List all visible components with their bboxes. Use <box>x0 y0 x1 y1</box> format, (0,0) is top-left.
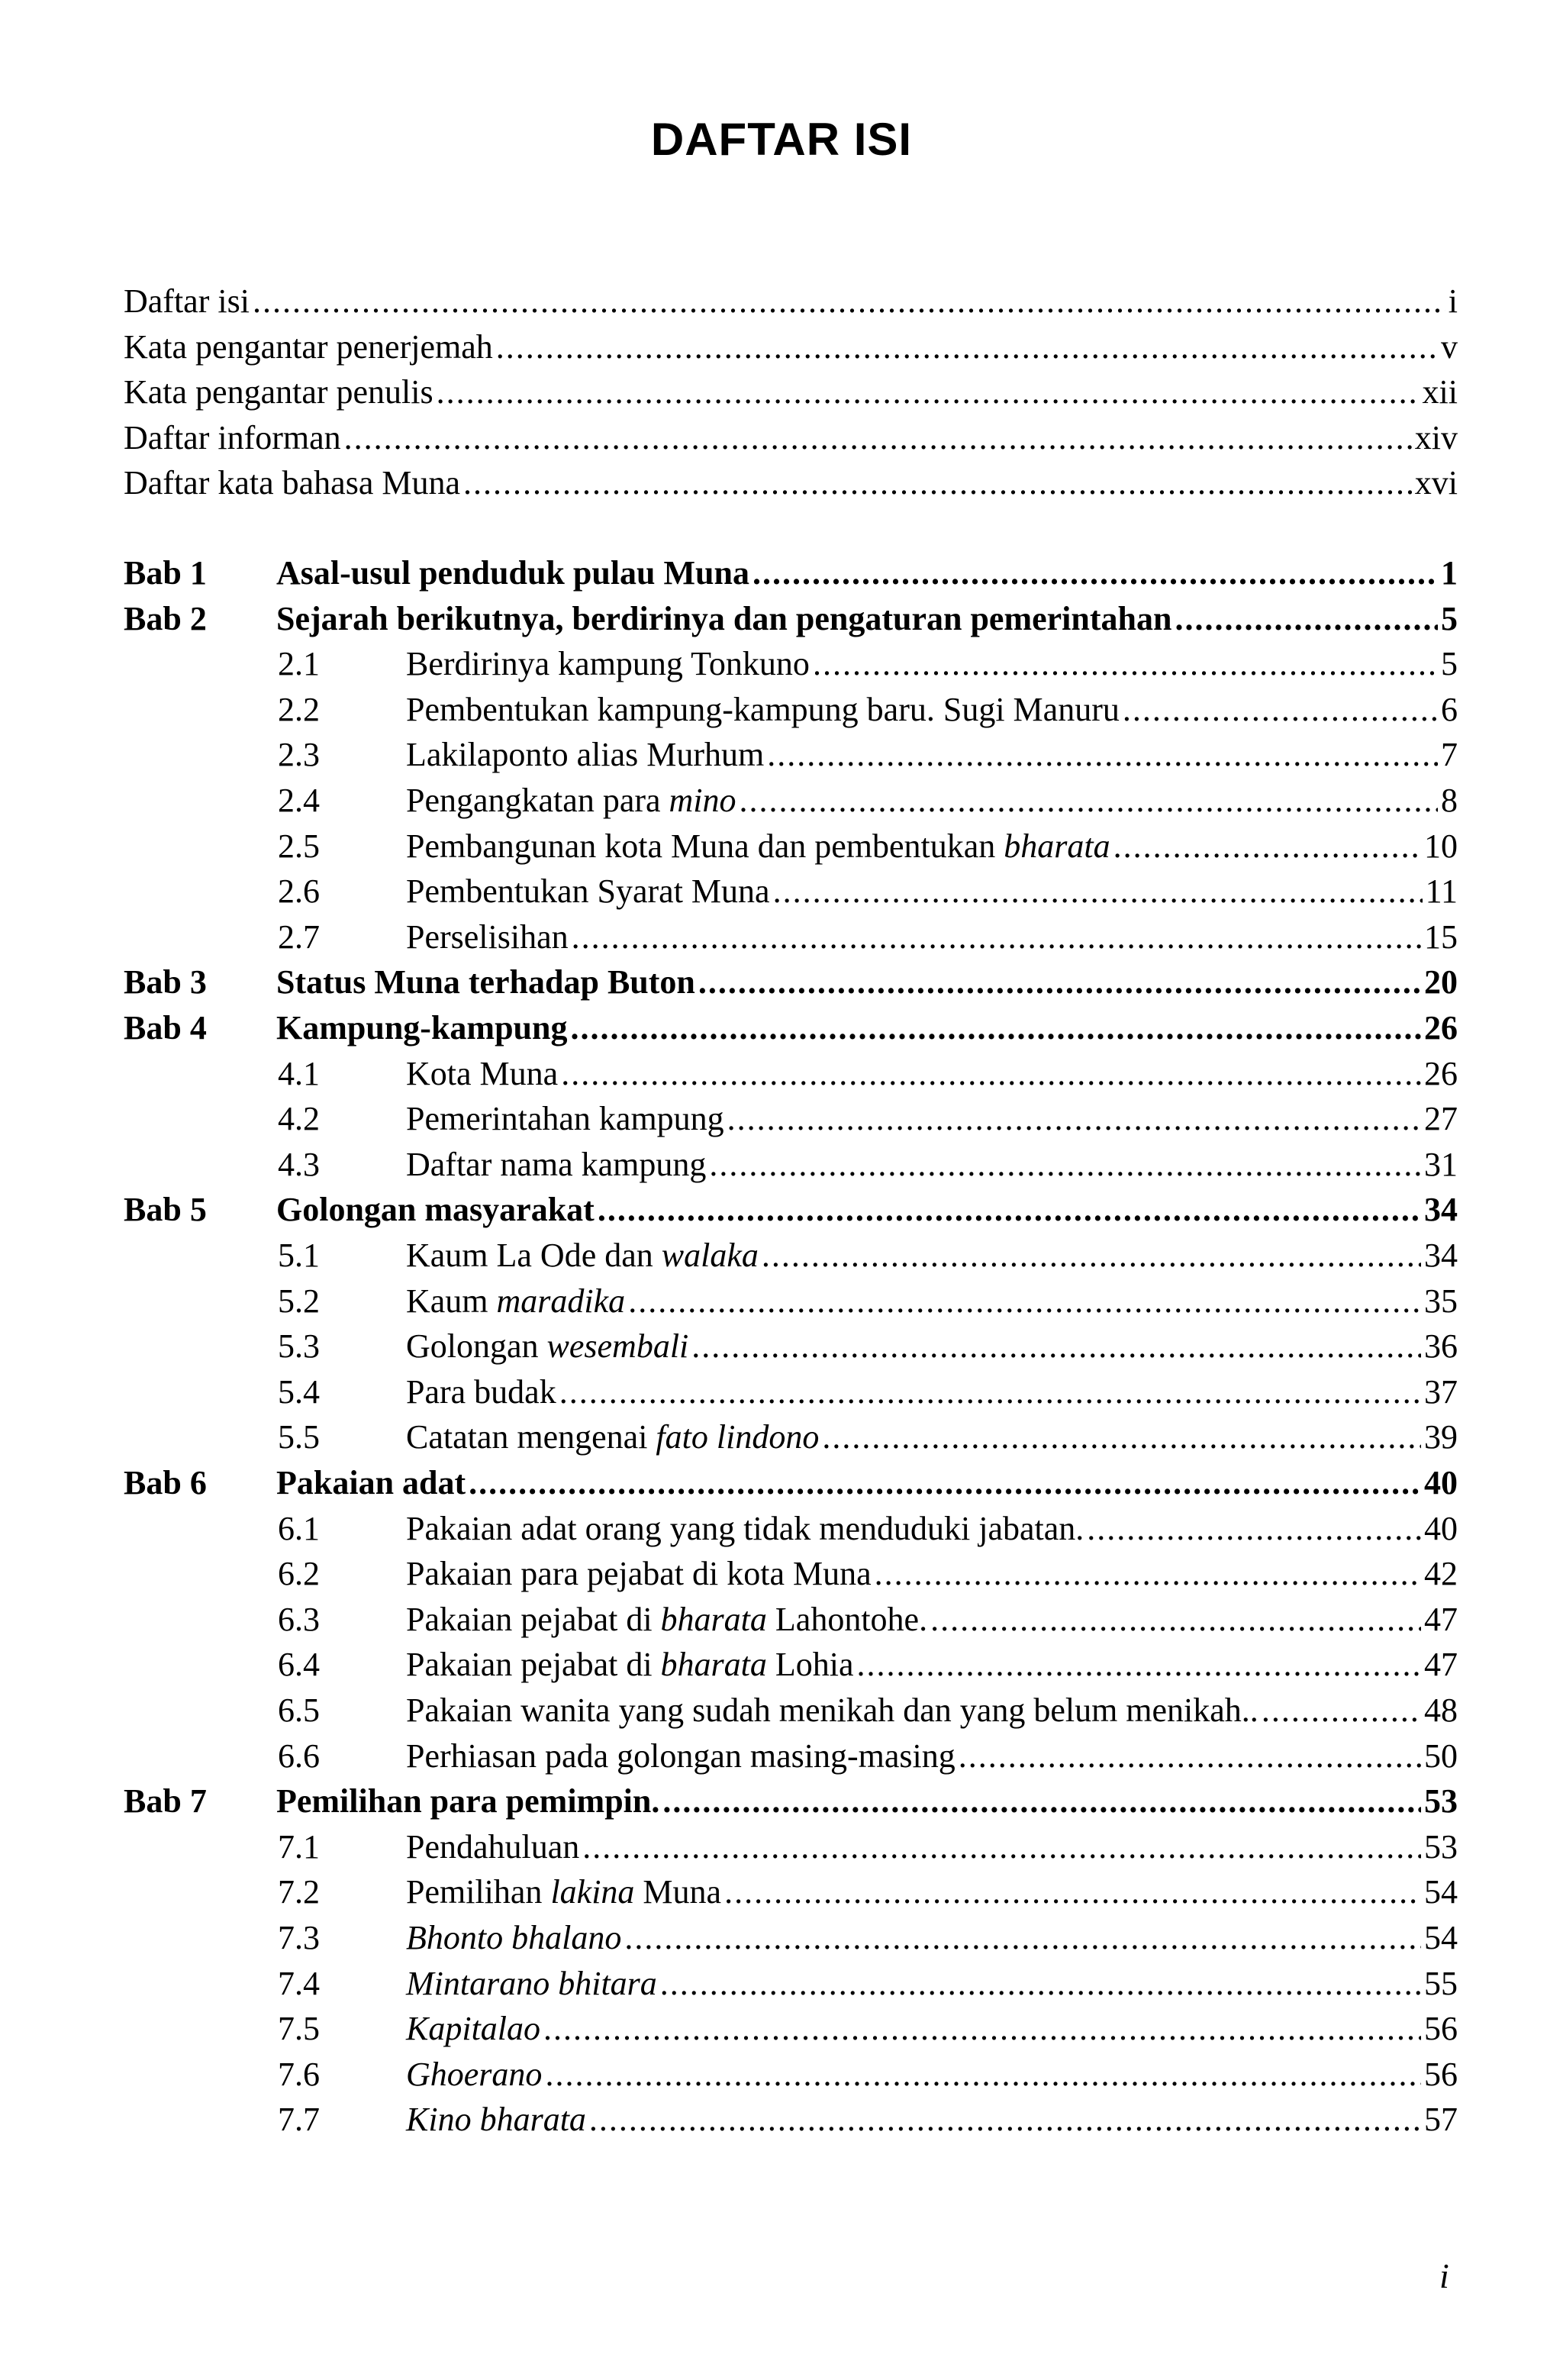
dot-leader <box>253 281 1445 322</box>
dot-leader <box>752 553 1438 594</box>
chapter-number: Bab 6 <box>124 1464 207 1501</box>
section-title: Pakaian wanita yang sudah menikah dan yang belum menikah.. <box>406 1691 1258 1729</box>
chapter-number: Bab 7 <box>124 1782 207 1820</box>
section-title: Pembentukan Syarat Muna <box>406 872 770 911</box>
section-number: 7.1 <box>278 1827 320 1866</box>
section-number: 6.1 <box>278 1509 320 1547</box>
page-ref: 54 <box>1424 1919 1458 1956</box>
section-number: 5.4 <box>278 1372 320 1411</box>
page-ref: 8 <box>1441 782 1458 819</box>
toc-front-entry <box>124 276 1458 322</box>
section-number: 2.7 <box>278 917 320 956</box>
toc-entry-label: Kata pengantar penulis <box>124 373 433 411</box>
section-number: 6.6 <box>278 1737 320 1775</box>
page-title: DAFTAR ISI <box>650 114 913 165</box>
section-title: Para budak <box>406 1372 556 1411</box>
section-title: Perhiasan pada golongan masing-masing <box>406 1737 956 1775</box>
toc-front-entry <box>124 458 1458 504</box>
page-ref: 40 <box>1424 1509 1458 1547</box>
toc-section-entry <box>406 2049 1458 2095</box>
dot-leader <box>1123 689 1438 730</box>
toc-section-entry <box>406 1549 1458 1595</box>
dot-leader <box>572 917 1421 958</box>
toc-chapter-entry <box>276 548 1458 594</box>
toc-section-entry <box>406 1276 1458 1322</box>
section-number: 7.6 <box>278 2055 320 2093</box>
dot-leader <box>727 1098 1421 1140</box>
page-ref: 10 <box>1424 827 1458 865</box>
dot-leader <box>624 1917 1421 1959</box>
section-number: 6.4 <box>278 1646 320 1684</box>
page-ref: 26 <box>1424 1009 1458 1046</box>
dot-leader <box>959 1736 1421 1777</box>
toc-section-entry <box>406 866 1458 912</box>
section-title <box>406 2054 542 2095</box>
page-ref: 53 <box>1424 1782 1458 1820</box>
page-ref: 37 <box>1424 1372 1458 1411</box>
dot-leader <box>559 1372 1421 1413</box>
toc-section-entry <box>406 730 1458 776</box>
toc-section-entry <box>406 1867 1458 1913</box>
title-text: Pakaian pejabat di <box>406 1646 661 1684</box>
toc-chapter-entry <box>276 1003 1458 1049</box>
toc-section-entry <box>406 1504 1458 1550</box>
section-number: 2.5 <box>278 827 320 865</box>
dot-leader <box>1087 1508 1421 1550</box>
section-title: Kota Muna <box>406 1054 559 1092</box>
toc-section-entry <box>406 821 1458 867</box>
toc-chapter-entry <box>276 594 1458 640</box>
dot-leader <box>344 418 1412 459</box>
section-number: 2.4 <box>278 782 320 819</box>
toc-entry-label: Daftar kata bahasa Muna <box>124 464 461 502</box>
chapter-number: Bab 1 <box>124 554 207 592</box>
dot-leader <box>767 734 1438 776</box>
section-title: Pakaian adat orang yang tidak menduduki jabatan. <box>406 1509 1084 1547</box>
dot-leader <box>822 1417 1421 1458</box>
toc-section-entry <box>406 1049 1458 1095</box>
page-ref: 27 <box>1424 1100 1458 1138</box>
toc-front-entry <box>124 367 1458 413</box>
title-italic-term: fato lindono <box>656 1418 820 1456</box>
dot-leader <box>740 780 1438 821</box>
toc-chapter-entry <box>276 957 1458 1003</box>
toc-chapter-entry <box>276 1776 1458 1822</box>
dot-leader <box>469 1463 1421 1504</box>
page-ref: 47 <box>1424 1646 1458 1684</box>
section-title <box>406 1872 721 1913</box>
toc-section-entry <box>406 912 1458 958</box>
section-title: Berdirinya kampung Tonkuno <box>406 645 810 683</box>
section-title <box>406 1281 625 1322</box>
page-ref: 31 <box>1424 1145 1458 1183</box>
section-number: 2.1 <box>278 645 320 683</box>
dot-leader <box>930 1599 1421 1640</box>
section-title: Pendahuluan <box>406 1827 580 1866</box>
section-number: 2.6 <box>278 872 320 911</box>
section-number: 7.3 <box>278 1919 320 1956</box>
title-italic-term: bharata <box>1004 827 1110 865</box>
toc-section-entry <box>406 2004 1458 2049</box>
title-text: Lohia <box>766 1646 854 1684</box>
toc-section-entry <box>406 1822 1458 1868</box>
section-title: Lakilaponto alias Murhum <box>406 736 765 774</box>
dot-leader <box>660 1963 1421 2004</box>
title-text: Golongan <box>406 1327 547 1366</box>
dot-leader <box>582 1827 1421 1868</box>
section-number: 7.4 <box>278 1964 320 2002</box>
title-italic-term: Ghoerano <box>406 2055 543 2093</box>
toc-section-entry <box>406 1230 1458 1276</box>
dot-leader <box>1175 598 1438 640</box>
title-italic-term: walaka <box>661 1237 759 1274</box>
title-text: Kaum <box>406 1282 497 1320</box>
page-ref: 40 <box>1424 1464 1458 1501</box>
section-number: 4.3 <box>278 1145 320 1183</box>
section-title <box>406 1417 819 1458</box>
page-ref: 47 <box>1424 1600 1458 1638</box>
section-title <box>406 1644 854 1685</box>
title-italic-term: mino <box>669 782 736 819</box>
toc-section-entry <box>406 639 1458 685</box>
title-italic-term: Kino bharata <box>406 2101 586 2139</box>
page-ref: i <box>1448 282 1458 320</box>
dot-leader <box>698 962 1421 1003</box>
title-italic-term: wesembali <box>546 1327 689 1366</box>
dot-leader <box>545 2054 1421 2095</box>
section-number: 7.5 <box>278 2010 320 2048</box>
dot-leader <box>1113 826 1421 867</box>
section-number: 4.2 <box>278 1100 320 1138</box>
page-ref: 7 <box>1441 736 1458 774</box>
section-title: Pemerintahan kampung <box>406 1100 724 1138</box>
chapter-title: Sejarah berikutnya, berdirinya dan pengaturan pemerintahan <box>276 599 1172 637</box>
page-ref: 57 <box>1424 2101 1458 2139</box>
title-text: Kaum La Ode <box>406 1237 605 1274</box>
section-title: Perselisihan <box>406 917 569 956</box>
toc-section-entry <box>406 1640 1458 1685</box>
page-ref: 5 <box>1441 599 1458 637</box>
toc-section-entry <box>406 1412 1458 1458</box>
page-ref: 39 <box>1424 1418 1458 1456</box>
page-ref: 56 <box>1424 2010 1458 2048</box>
dot-leader <box>691 1326 1421 1367</box>
chapter-number: Bab 5 <box>124 1191 207 1229</box>
toc-entry-label: Kata pengantar penerjemah <box>124 327 493 366</box>
section-number: 5.5 <box>278 1418 320 1456</box>
page-ref: 15 <box>1424 917 1458 956</box>
section-title <box>406 2099 586 2140</box>
toc-section-entry <box>406 776 1458 821</box>
page-ref: xii <box>1422 373 1458 411</box>
title-italic-term: Mintarano bhitara <box>406 1964 657 2002</box>
chapter-number: Bab 3 <box>124 963 207 1001</box>
title-text: Pengangkatan para <box>406 782 669 819</box>
page-ref: 1 <box>1441 554 1458 592</box>
section-title <box>406 1963 657 2004</box>
chapter-title: Golongan masyarakat <box>276 1191 595 1229</box>
toc-entry-label: Daftar isi <box>124 282 250 320</box>
page-ref: 20 <box>1424 963 1458 1001</box>
section-number: 7.2 <box>278 1873 320 1911</box>
dot-leader <box>773 871 1423 912</box>
section-number: 7.7 <box>278 2101 320 2139</box>
page-ref: 36 <box>1424 1327 1458 1366</box>
dot-leader <box>561 1053 1421 1095</box>
section-title: Pembentukan kampung-kampung baru. Sugi Manuru <box>406 690 1120 728</box>
toc-chapter-entry <box>276 1458 1458 1504</box>
toc-section-entry <box>406 1913 1458 1959</box>
section-title <box>406 1917 621 1959</box>
section-title <box>406 780 736 821</box>
toc-front-entry <box>124 322 1458 368</box>
dot-leader <box>496 327 1438 368</box>
page-number: i <box>1439 2256 1449 2295</box>
chapter-title: Kampung-kampung <box>276 1009 568 1046</box>
page-ref: 56 <box>1424 2055 1458 2093</box>
toc-entry-label: Daftar informan <box>124 418 341 456</box>
dot-leader <box>813 643 1438 685</box>
section-title <box>406 2008 540 2049</box>
page-ref: xvi <box>1414 464 1458 502</box>
page-ref: 50 <box>1424 1737 1458 1775</box>
title-text: d <box>604 1237 622 1274</box>
section-title <box>406 826 1110 867</box>
section-number: 2.2 <box>278 690 320 728</box>
section-number: 5.1 <box>278 1237 320 1274</box>
dot-leader <box>709 1144 1421 1185</box>
section-number: 6.2 <box>278 1555 320 1593</box>
dot-leader <box>570 1008 1421 1049</box>
toc-section-entry <box>406 1140 1458 1185</box>
toc-section-entry <box>406 2095 1458 2140</box>
page-ref: 34 <box>1424 1237 1458 1274</box>
toc-section-entry <box>406 685 1458 730</box>
title-text: Lahontohe. <box>766 1600 928 1638</box>
page-ref: xiv <box>1414 418 1458 456</box>
section-number: 2.3 <box>278 736 320 774</box>
toc-front-entry <box>124 413 1458 459</box>
page-ref: 11 <box>1425 872 1458 911</box>
dot-leader <box>589 2099 1421 2140</box>
page-ref: v <box>1441 327 1458 366</box>
chapter-title: Pakaian adat <box>276 1464 466 1501</box>
page-ref: 55 <box>1424 1964 1458 2002</box>
page-ref: 6 <box>1441 690 1458 728</box>
page-ref: 54 <box>1424 1873 1458 1911</box>
chapter-number: Bab 2 <box>124 599 207 637</box>
toc-section-entry <box>406 1731 1458 1777</box>
title-text: Muna <box>634 1873 722 1911</box>
title-italic-term: lakina <box>550 1873 635 1911</box>
section-title <box>406 1326 688 1367</box>
chapter-number: Bab 4 <box>124 1009 207 1046</box>
section-title <box>406 1235 759 1276</box>
section-title: Daftar nama kampung <box>406 1145 707 1183</box>
page-ref: 34 <box>1424 1191 1458 1229</box>
title-text: Pemilihan <box>406 1873 551 1911</box>
dot-leader <box>1262 1690 1421 1731</box>
section-number: 4.1 <box>278 1054 320 1092</box>
page-ref: 53 <box>1424 1827 1458 1866</box>
dot-leader <box>463 463 1412 504</box>
toc-section-entry <box>406 1094 1458 1140</box>
section-number: 5.3 <box>278 1327 320 1366</box>
toc-section-entry <box>406 1321 1458 1367</box>
toc-section-entry <box>406 1595 1458 1640</box>
dot-leader <box>543 2008 1421 2049</box>
dot-leader <box>724 1872 1421 1913</box>
title-text: Pakaian pejabat di <box>406 1600 661 1638</box>
section-number: 5.2 <box>278 1282 320 1320</box>
title-italic-term: maradika <box>496 1282 626 1320</box>
title-italic-term: Bhonto bhalano <box>406 1919 622 1956</box>
chapter-title: Asal-usul penduduk pulau Muna <box>276 554 749 592</box>
title-text: Catatan mengenai <box>406 1418 656 1456</box>
dot-leader <box>662 1781 1421 1822</box>
dot-leader <box>598 1189 1421 1230</box>
page-ref: 5 <box>1441 645 1458 683</box>
title-italic-term: Kapitalao <box>406 2010 541 2048</box>
dot-leader <box>628 1281 1421 1322</box>
title-text: an <box>621 1237 662 1274</box>
page-ref: 42 <box>1424 1555 1458 1593</box>
dot-leader <box>875 1553 1421 1595</box>
dot-leader <box>857 1644 1421 1685</box>
chapter-title: Pemilihan para pemimpin. <box>276 1782 660 1820</box>
page-ref: 26 <box>1424 1054 1458 1092</box>
section-number: 6.5 <box>278 1691 320 1729</box>
dot-leader <box>437 372 1420 413</box>
toc-chapter-entry <box>276 1185 1458 1230</box>
section-title <box>406 1599 927 1640</box>
title-italic-term: bharata <box>660 1600 767 1638</box>
toc-section-entry <box>406 1685 1458 1731</box>
dot-leader <box>762 1235 1421 1276</box>
page-ref: 48 <box>1424 1691 1458 1729</box>
title-text: Pembangunan kota Muna dan pembentukan <box>406 827 1004 865</box>
section-number: 6.3 <box>278 1600 320 1638</box>
toc-section-entry <box>406 1959 1458 2004</box>
toc-section-entry <box>406 1367 1458 1413</box>
chapter-title: Status Muna terhadap Buton <box>276 963 695 1001</box>
section-title: Pakaian para pejabat di kota Muna <box>406 1555 872 1593</box>
page-ref: 35 <box>1424 1282 1458 1320</box>
title-italic-term: bharata <box>660 1646 767 1684</box>
